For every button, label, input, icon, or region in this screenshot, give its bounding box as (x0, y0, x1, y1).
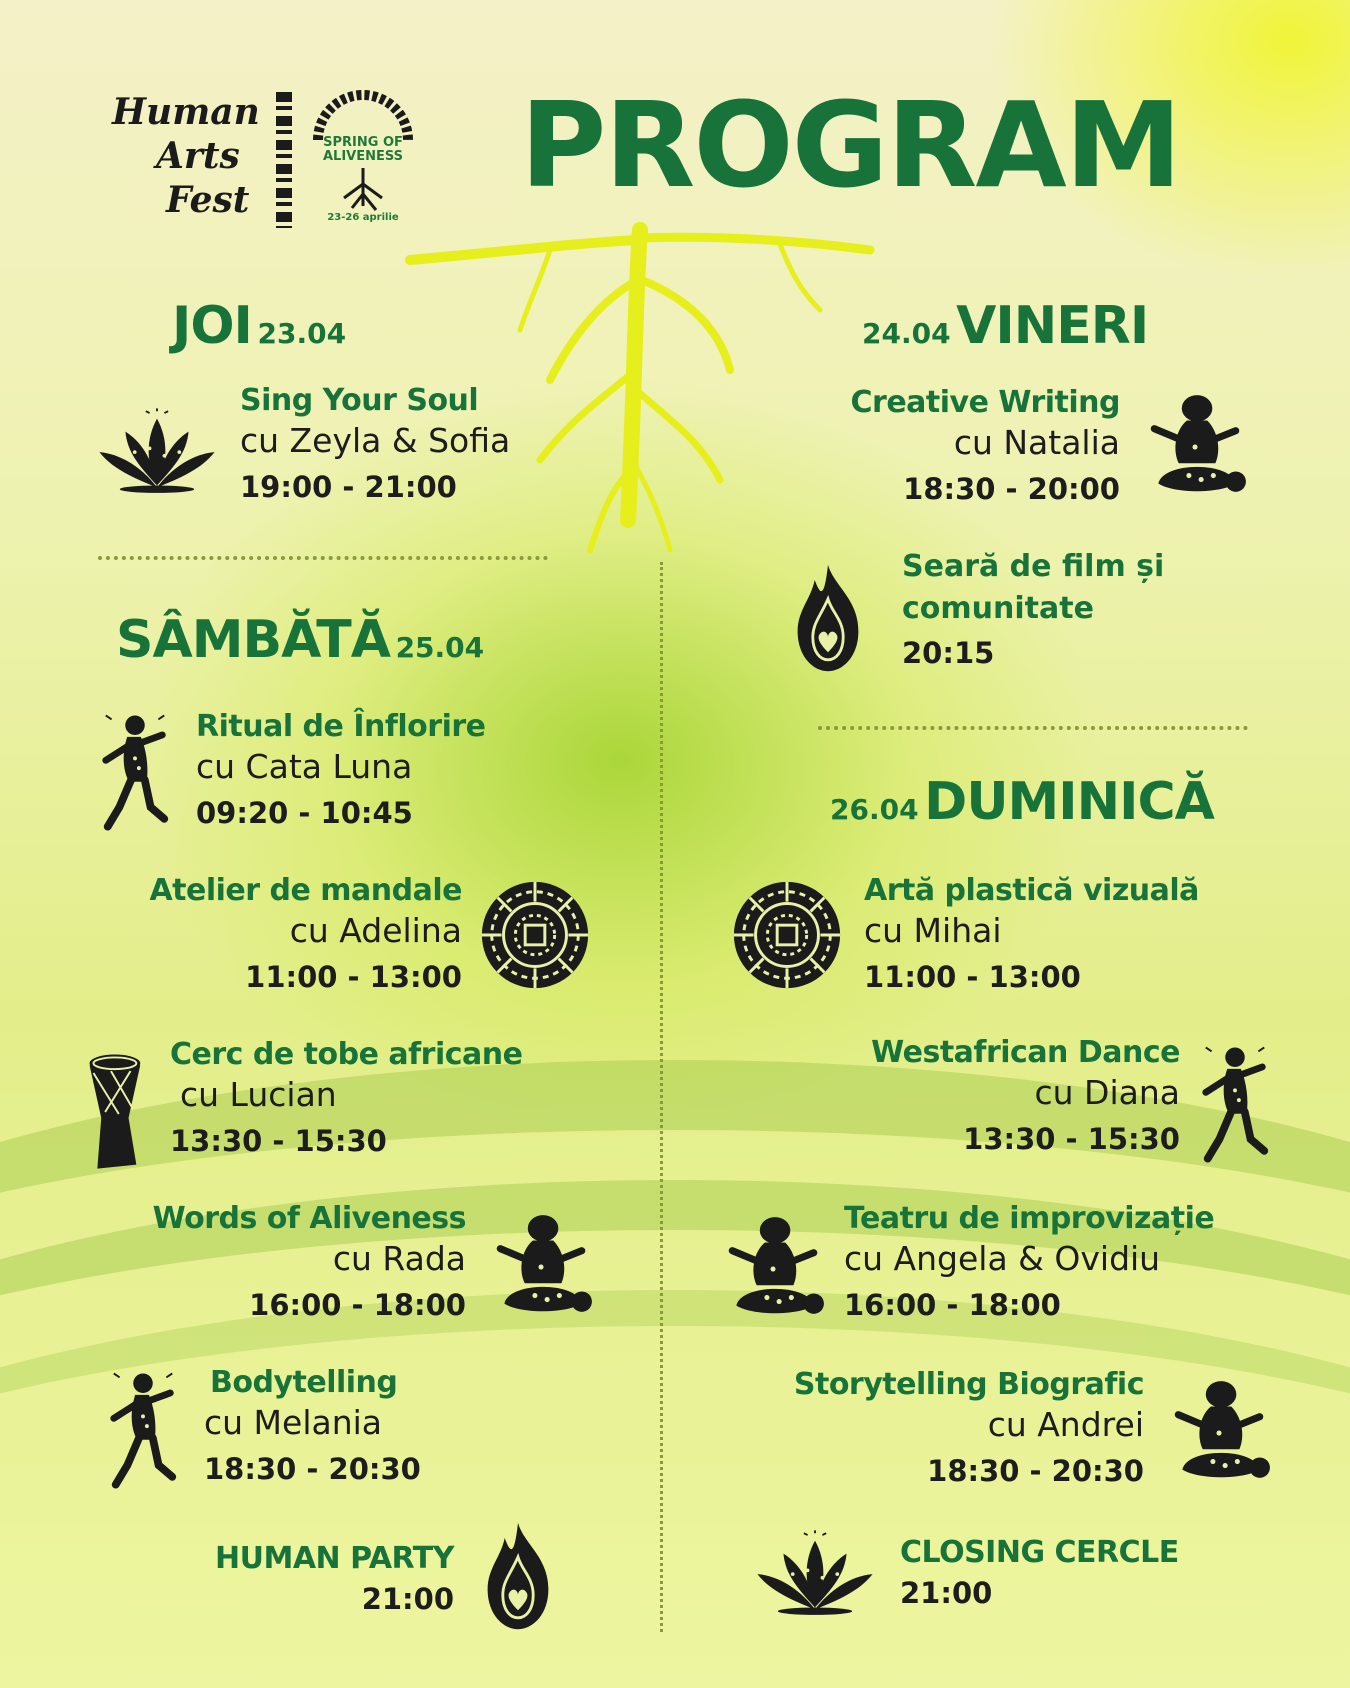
event-closing-cercle (900, 1536, 1350, 1616)
event-time: 18:30 - 20:30 (927, 1454, 1144, 1488)
event-time: 18:30 - 20:00 (903, 472, 1120, 506)
event-host: cu Natalia (953, 423, 1120, 462)
event-title: Seară de film și (902, 549, 1165, 584)
event-host: cu Cata Luna (196, 747, 413, 786)
dancer-icon (104, 1366, 182, 1496)
event-time: 16:00 - 18:00 (249, 1288, 466, 1322)
event-title: CLOSING CERCLE (900, 1535, 1179, 1570)
day-date: 25.04 (395, 631, 485, 664)
divider (98, 556, 548, 560)
day-name: DUMINICĂ (924, 772, 1214, 832)
event-time: 11:00 - 13:00 (864, 960, 1081, 994)
event-time: 20:15 (902, 636, 995, 670)
event-time: 21:00 (361, 1582, 454, 1616)
event-atelier-de-mandale (0, 874, 462, 1000)
day-name: VINERI (956, 296, 1149, 356)
dancer-icon (96, 708, 174, 838)
logo-word: Arts (156, 135, 240, 177)
event-time: 11:00 - 13:00 (245, 960, 462, 994)
lotus-icon (750, 1530, 880, 1620)
day-date: 24.04 (862, 317, 951, 350)
mandala-icon (476, 876, 594, 994)
day-header-duminica (830, 772, 1214, 832)
event-time: 09:20 - 10:45 (196, 796, 413, 830)
event-title: Words of Aliveness (152, 1201, 466, 1236)
sitting-figure-icon (484, 1210, 596, 1322)
event-host: cu Melania (204, 1403, 383, 1442)
mandala-icon (728, 876, 846, 994)
event-storytelling-biografic (584, 1368, 1144, 1494)
event-teatru-de-improvizatie (844, 1202, 1350, 1328)
sitting-figure-icon (1162, 1376, 1274, 1488)
event-host: cu Mihai (864, 911, 1002, 950)
event-time: 18:30 - 20:30 (204, 1452, 421, 1486)
event-title: comunitate (902, 591, 1094, 626)
divider (818, 726, 1248, 730)
event-host: cu Andrei (987, 1405, 1144, 1444)
event-host: cu Zeyla & Sofia (240, 421, 511, 460)
event-host: cu Angela & Ovidiu (844, 1239, 1161, 1278)
day-name: JOI (172, 296, 252, 356)
sitting-figure-icon (1138, 390, 1250, 502)
event-human-party (0, 1542, 454, 1622)
sitting-figure-icon (716, 1212, 828, 1324)
totem-divider-icon (276, 92, 292, 228)
spring-of-aliveness-logo (308, 88, 418, 228)
event-title: Cerc de tobe africane (170, 1037, 523, 1072)
day-date: 23.04 (257, 317, 347, 350)
flame-heart-icon (480, 1510, 556, 1642)
day-header-vineri (862, 296, 1149, 356)
event-title: Creative Writing (850, 385, 1120, 420)
event-time: 21:00 (900, 1576, 993, 1610)
event-time: 13:30 - 15:30 (963, 1122, 1180, 1156)
day-header-joi (172, 296, 347, 356)
event-time: 19:00 - 21:00 (240, 470, 457, 504)
event-host: cu Lucian (180, 1075, 337, 1114)
event-seara-de-film (902, 546, 1350, 676)
logo-dates: 23-26 aprilie (327, 212, 399, 223)
event-title: Bodytelling (210, 1365, 398, 1400)
day-name: SÂMBĂTĂ (116, 610, 390, 670)
event-title: Sing Your Soul (240, 383, 479, 418)
logo-word: Fest (166, 179, 250, 221)
drum-icon (72, 1048, 150, 1178)
event-title: Atelier de mandale (149, 873, 462, 908)
logo-word: Human (112, 91, 260, 133)
lotus-icon (92, 408, 222, 498)
event-ritual-de-inflorire (196, 710, 756, 836)
human-arts-fest-logo (98, 88, 268, 236)
event-host: cu Rada (332, 1239, 466, 1278)
day-date: 26.04 (830, 793, 919, 826)
dancer-icon (1196, 1040, 1274, 1170)
event-title: HUMAN PARTY (215, 1541, 454, 1576)
event-title: Artă plastică vizuală (864, 873, 1199, 908)
event-time: 16:00 - 18:00 (844, 1288, 1061, 1322)
logo-text: SPRING OF ALIVENESS (322, 135, 404, 164)
event-creative-writing (560, 386, 1120, 512)
page-title: PROGRAM (520, 76, 1181, 214)
event-title: Ritual de Înflorire (196, 709, 486, 744)
event-arta-plastica (864, 874, 1350, 1000)
event-time: 13:30 - 15:30 (170, 1124, 387, 1158)
day-header-sambata (116, 610, 485, 670)
event-westafrican-dance (620, 1036, 1180, 1162)
event-host: cu Adelina (289, 911, 462, 950)
event-title: Teatru de improvizație (844, 1201, 1215, 1236)
flame-heart-icon (790, 552, 866, 684)
event-words-of-aliveness (0, 1202, 466, 1328)
event-host: cu Diana (1034, 1073, 1180, 1112)
event-title: Westafrican Dance (871, 1035, 1180, 1070)
event-title: Storytelling Biografic (793, 1367, 1144, 1402)
